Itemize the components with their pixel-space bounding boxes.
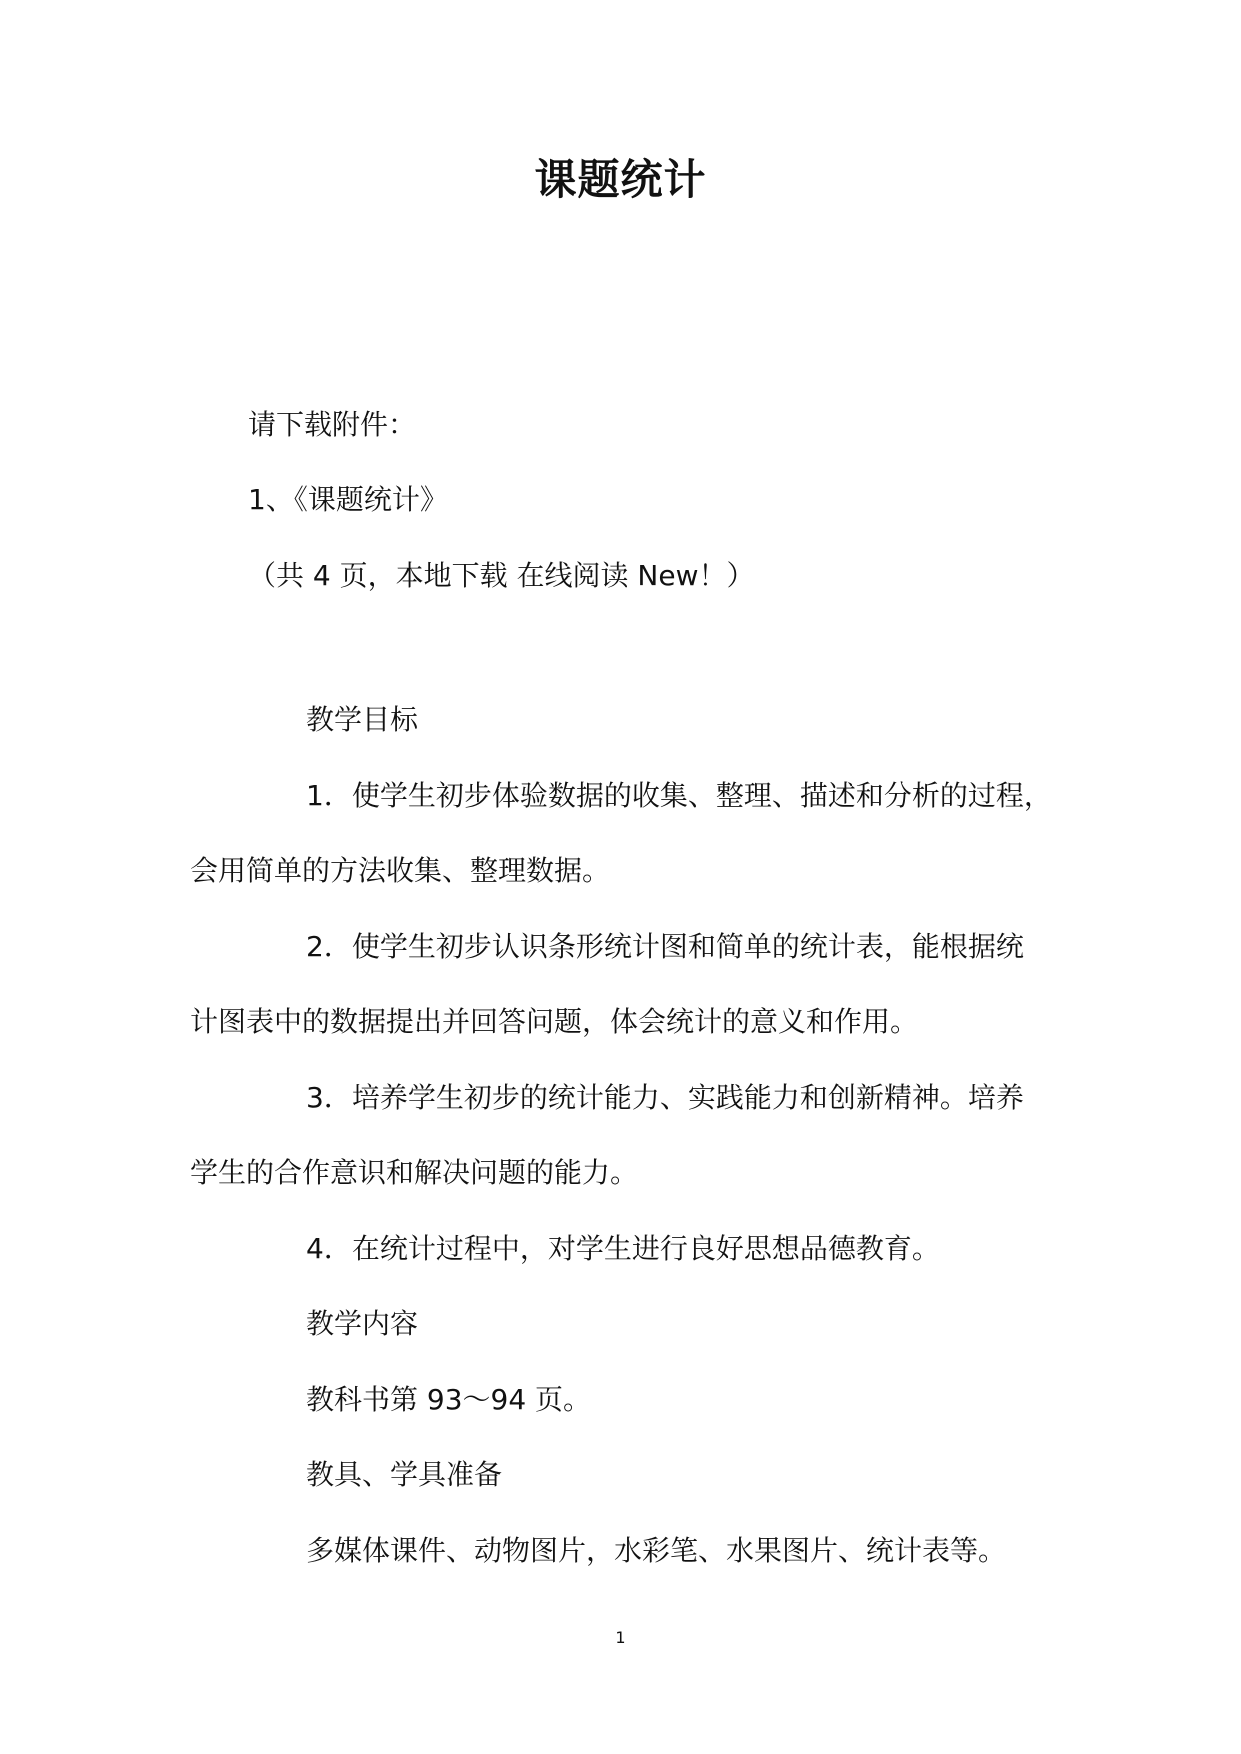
attachment-info: （共 4 页，本地下载 在线阅读 New！） (248, 559, 755, 592)
attachment-file-link[interactable]: 1、《课题统计》 (248, 483, 448, 516)
attachment-prompt: 请下载附件： (248, 408, 417, 441)
content-heading: 教学内容 (306, 1307, 419, 1340)
objective-item-2-line-2: 计图表中的数据提出并回答问题，体会统计的意义和作用。 (190, 1005, 919, 1038)
page-number: 1 (615, 1628, 626, 1647)
objective-item-2-line-1: 2．使学生初步认识条形统计图和简单的统计表，能根据统 (306, 930, 1024, 963)
objective-item-3-line-2: 学生的合作意识和解决问题的能力。 (190, 1156, 639, 1189)
objective-item-3-line-1: 3．培养学生初步的统计能力、实践能力和创新精神。培养 (306, 1081, 1024, 1114)
materials-heading: 教具、学具准备 (306, 1458, 503, 1491)
objective-item-1-line-1: 1．使学生初步体验数据的收集、整理、描述和分析的过程， (306, 779, 1052, 812)
content-text: 教科书第 93～94 页。 (306, 1383, 592, 1416)
document-title: 课题统计 (534, 155, 707, 204)
objective-item-4-line-1: 4．在统计过程中，对学生进行良好思想品德教育。 (306, 1232, 940, 1265)
materials-text: 多媒体课件、动物图片，水彩笔、水果图片、统计表等。 (306, 1534, 1007, 1567)
objective-item-1-line-2: 会用简单的方法收集、整理数据。 (190, 854, 611, 887)
objectives-heading: 教学目标 (306, 703, 419, 736)
